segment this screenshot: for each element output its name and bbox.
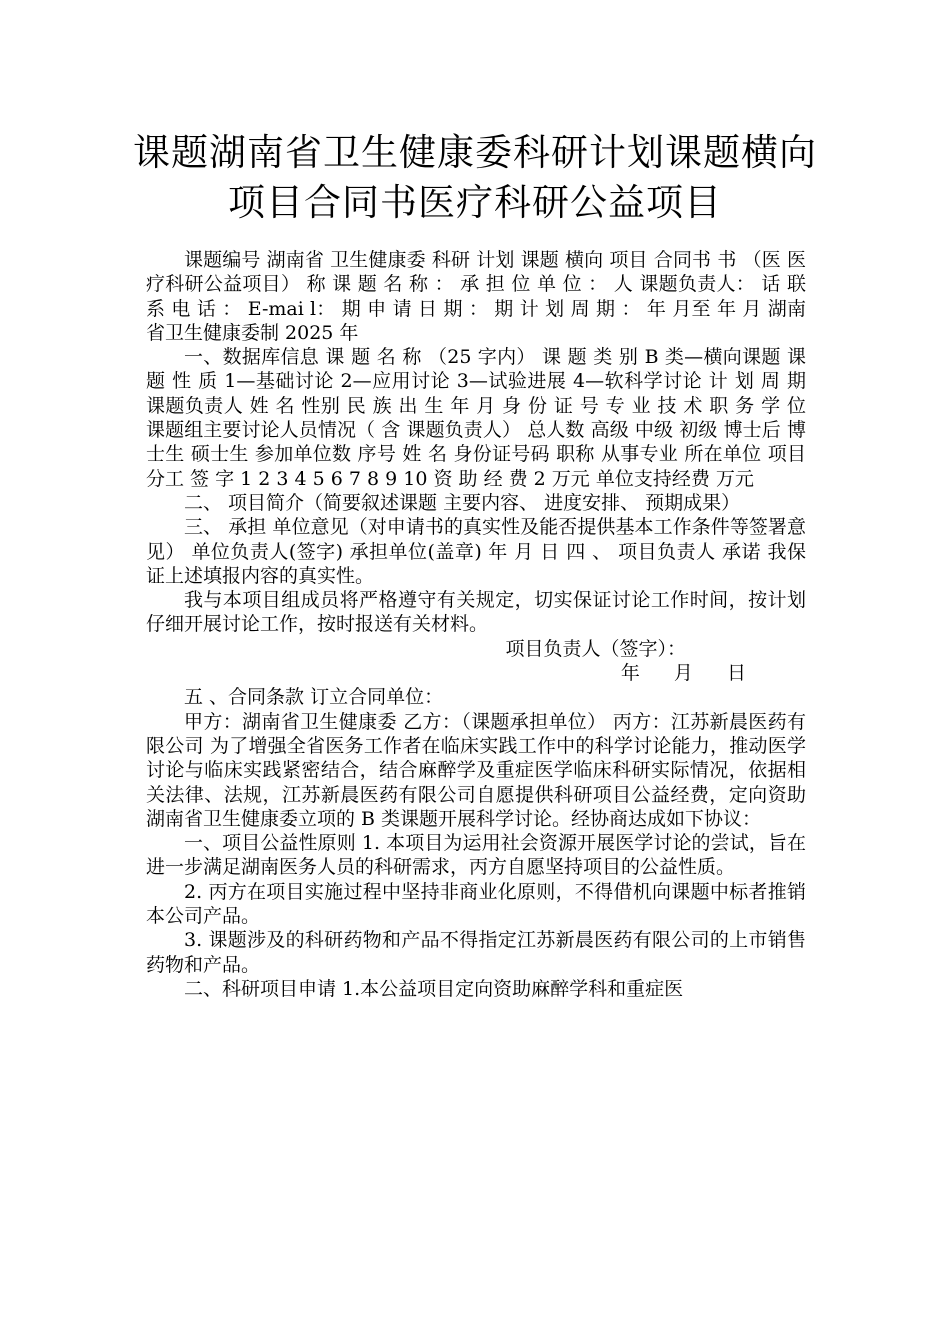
paragraph-public-welfare-1: 一、项目公益性原则 1. 本项目为运用社会资源开展医学讨论的尝试，旨在进一步满足湖南医务人员的科研需求，丙方自愿坚持项目的公益性质。 bbox=[146, 832, 806, 879]
paragraph-commitment: 我与本项目组成员将严格遵守有关规定，切实保证讨论工作时间，按计划仔细开展讨论工作，按时报送有关材料。 bbox=[146, 589, 806, 636]
document-title bbox=[100, 128, 850, 228]
paragraph-public-welfare-2: 2. 丙方在项目实施过程中坚持非商业化原则，不得借机向课题中标者推销本公司产品。 bbox=[146, 880, 806, 928]
paragraph-project-summary: 二、 项目简介（简要叙述课题 主要内容、 进度安排、 预期成果） bbox=[184, 491, 741, 514]
paragraph-contract-parties: 甲方：湖南省卫生健康委 乙方：（课题承担单位） 丙方：江苏新晨医药有限公司 为了增强全省医务工作者在临床实践工作中的科学讨论能力，推动医学讨论与临床实践紧密结合，结合麻醉学及重症医学临床科研实际情况，依据相关法律、法规，江苏新晨医药有限公司自愿提供科研项目公益经费，定向资助湖南省卫生健康委立项的 B 类课题开展科学讨论。经协商达成如下协议： bbox=[146, 710, 806, 830]
date-month: 月 bbox=[673, 662, 693, 685]
paragraph-contract-heading: 五 、合同条款 订立合同单位： bbox=[184, 686, 444, 709]
date-day: 日 bbox=[726, 662, 746, 685]
date-year: 年 bbox=[620, 662, 640, 685]
title-line-2: 项目合同书医疗科研公益项目 bbox=[228, 181, 722, 224]
paragraph-public-welfare-3: 3. 课题涉及的科研药物和产品不得指定江苏新晨医药有限公司的上市销售药物和产品。 bbox=[146, 929, 806, 976]
title-line-1: 课题湖南省卫生健康委科研计划课题横向 bbox=[133, 131, 817, 174]
signature-line: 项目负责人（签字）： bbox=[505, 637, 686, 660]
document-body bbox=[146, 248, 806, 1001]
paragraph-unit-opinion: 三、 承担 单位意见（对申请书的真实性及能否提供基本工作条件等签署意见） 单位负责人(签字) 承担单位(盖章) 年 月 日 四 、 项目负责人 承诺 我保证上述填报内容的真实性。 bbox=[146, 516, 806, 587]
date-line bbox=[146, 661, 806, 685]
paragraph-database-info: 一、数据库信息 课 题 名 称 （25 字内） 课 题 类 别 B 类—横向课题 课 题 性 质 1—基础讨论 2—应用讨论 3—试验进展 4—软科学讨论 计 划 周 期 课题负责人 姓 名 性别 民 族 出 生 年 月 身 份 证 号 专 业 技 术 职 务 学 位 课题组主要讨论人员情况（ 含 课题负责人） 总人数 高级 中级 初级 博士后 博士生 硕士生 参加单位数 序号 姓 名 身份证号码 职称 从事专业 所在单位 项目分工 签 字 1 2 3 4 5 6 7 8 9 10 资 助 经 费 2 万元 单位支持经费 万元 bbox=[146, 346, 806, 490]
paragraph-project-info: 课题编号 湖南省 卫生健康委 科研 计划 课题 横向 项目 合同书 书 （医 医 疗科研公益项目） 称 课 题 名 称 ： 承 担 位 单 位 ： 人 课题负责人： 话 联 系 电 话 ： E-mai l： 期 申 请 日 期 ： 期 计 划 周 期 ： 年 月至 年 月 湖南省卫生健康委制 2025 年 bbox=[146, 249, 806, 344]
paragraph-application: 二、科研项目申请 1.本公益项目定向资助麻醉学科和重症医 bbox=[184, 977, 684, 1000]
